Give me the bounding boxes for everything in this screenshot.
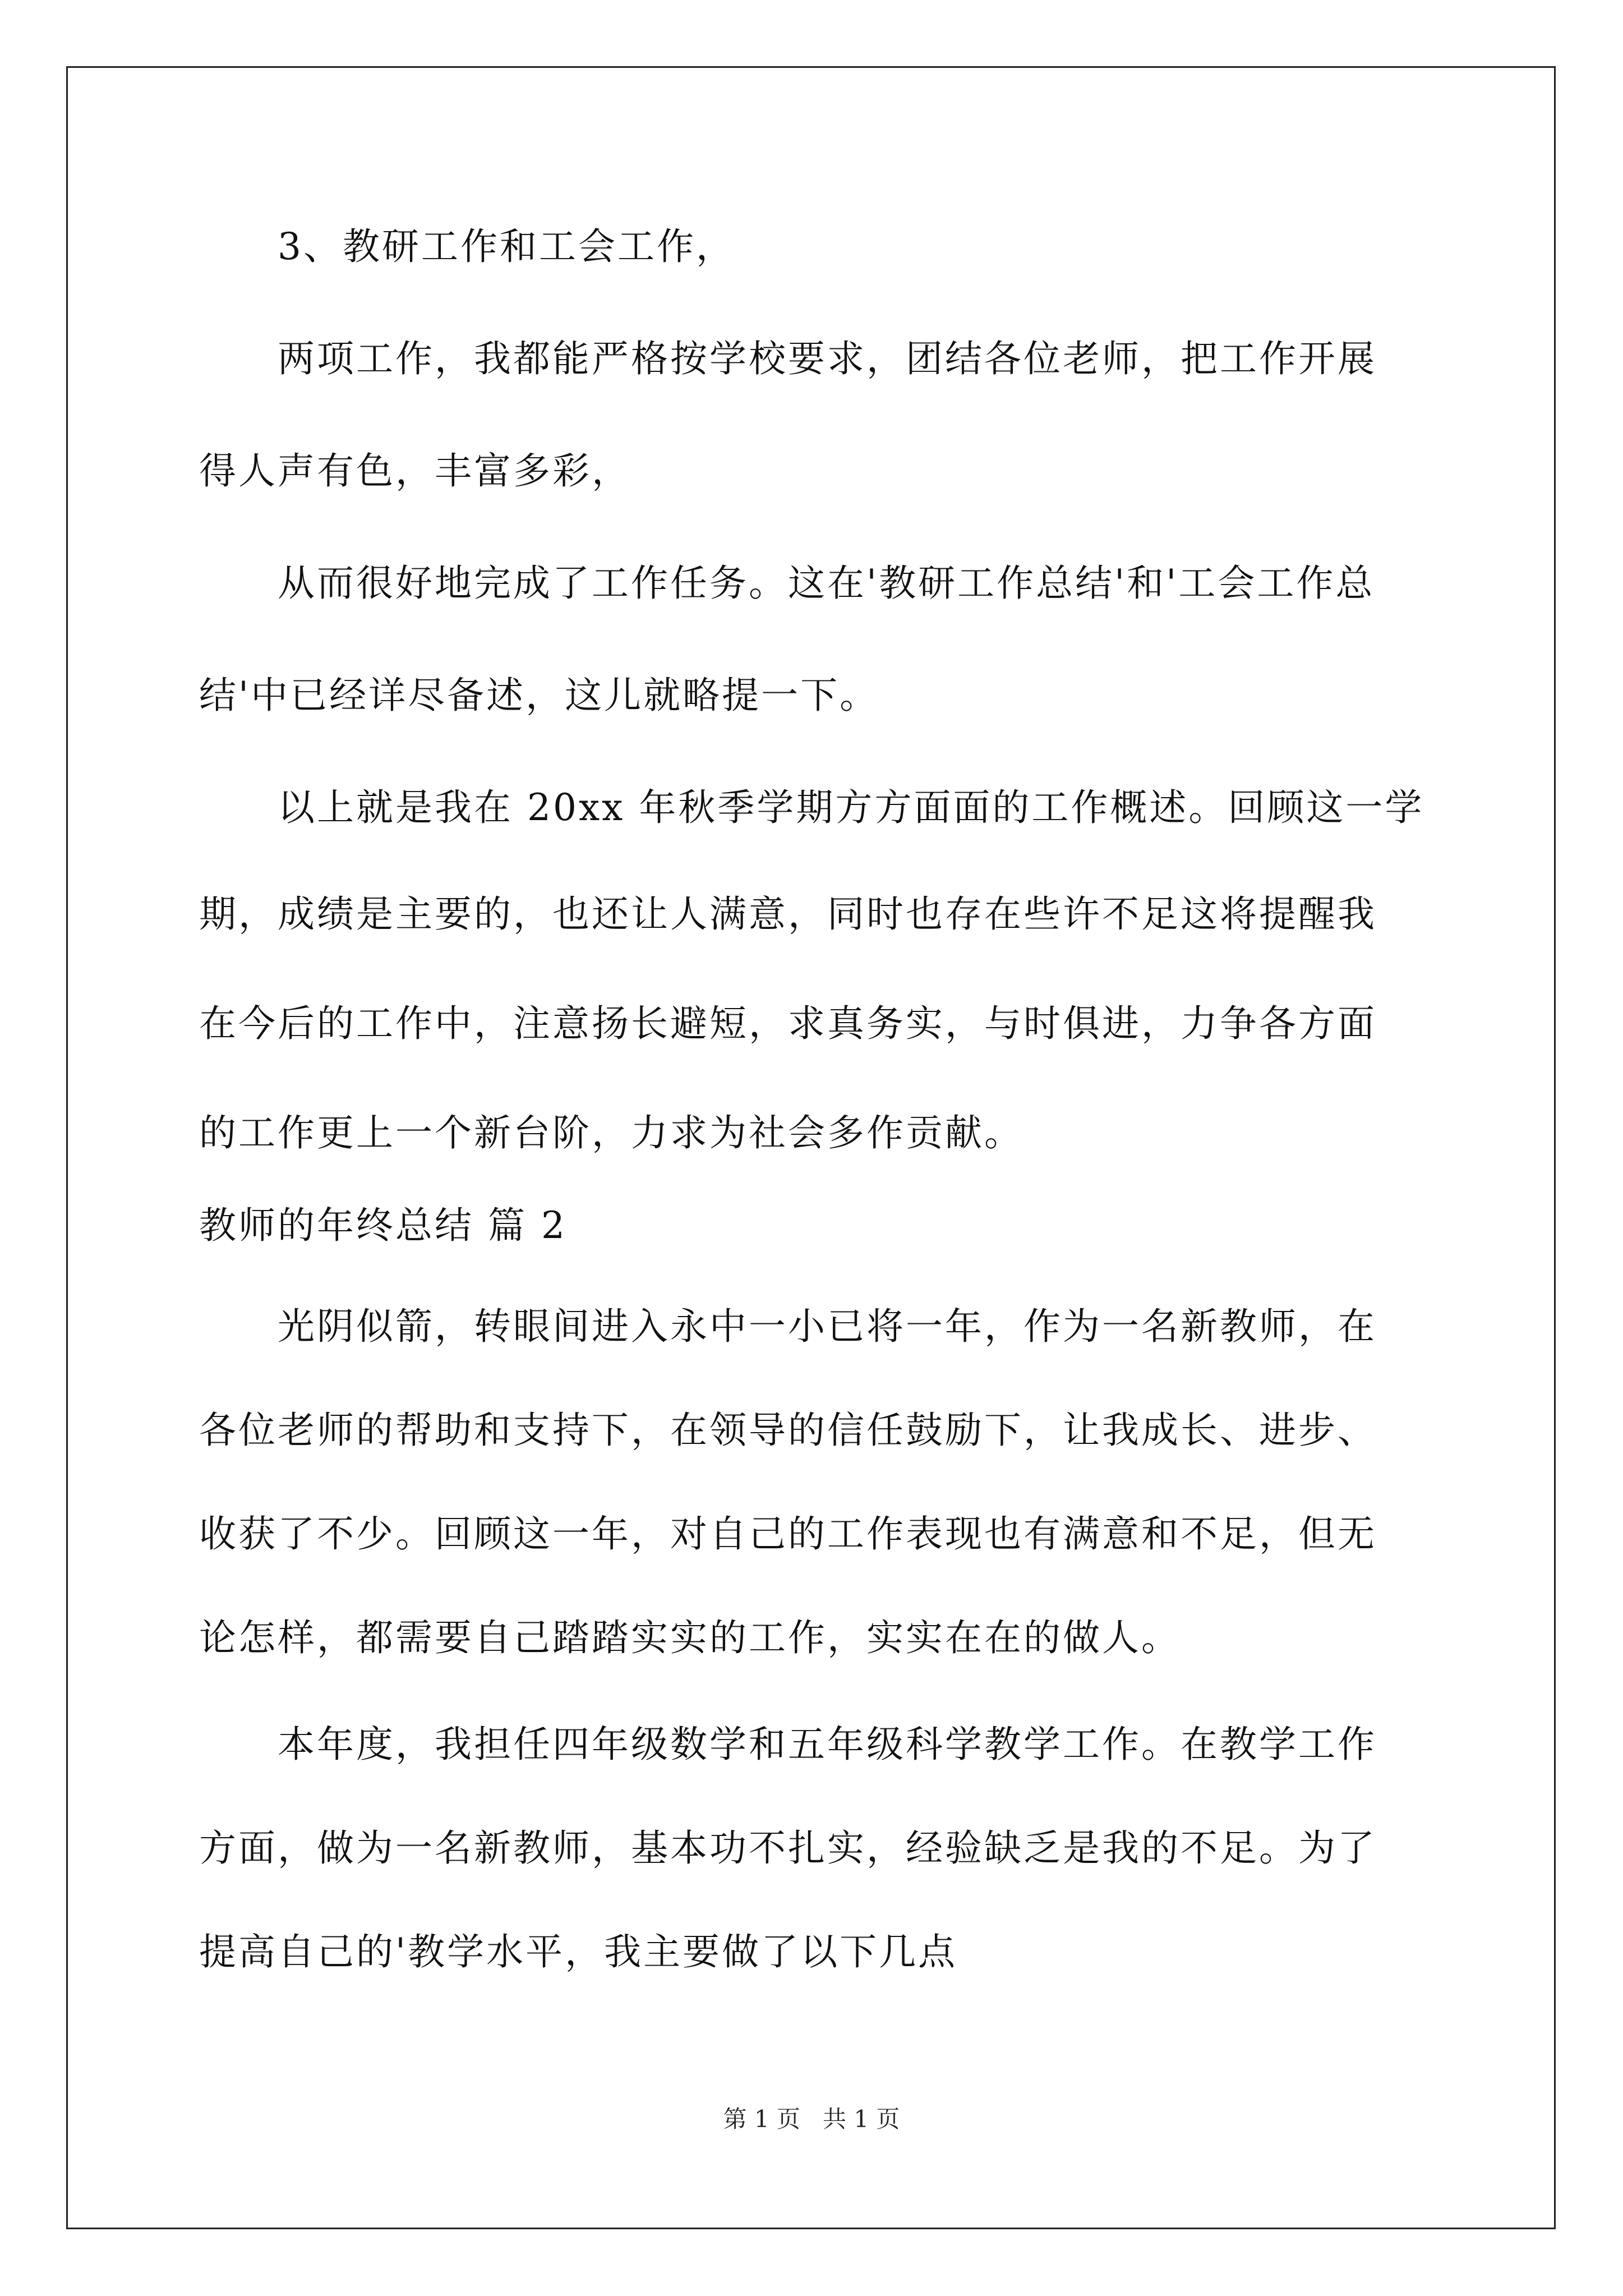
paragraph-line: 各位老师的帮助和支持下，在领导的信任鼓励下，让我成长、进步、	[199, 1409, 1377, 1452]
page-number: 第 1 页	[723, 2105, 800, 2133]
paragraph-line: 以上就是我在 20xx 年秋季学期方方面面的工作概述。回顾这一学	[278, 786, 1424, 829]
page-footer	[0, 2102, 1623, 2136]
paragraph-line: 本年度，我担任四年级数学和五年级科学教学工作。在教学工作	[278, 1723, 1377, 1766]
paragraph-line: 在今后的工作中，注意扬长避短，求真务实，与时俱进，力争各方面	[199, 1002, 1377, 1045]
paragraph-line: 收获了不少。回顾这一年，对自己的工作表现也有满意和不足，但无	[199, 1512, 1377, 1556]
paragraph-line: 结'中已经详尽备述，这儿就略提一下。	[199, 674, 879, 717]
paragraph-line: 3、教研工作和工会工作，	[278, 225, 735, 268]
paragraph-line: 两项工作，我都能严格按学校要求，团结各位老师，把工作开展	[278, 337, 1377, 380]
paragraph-line: 期，成绩是主要的，也还让人满意，同时也存在些许不足这将提醒我	[199, 892, 1377, 936]
paragraph-line: 论怎样，都需要自己踏踏实实的工作，实实在在的做人。	[199, 1616, 1181, 1659]
section-heading: 教师的年终总结 篇 2	[199, 1204, 567, 1247]
paragraph-line: 方面，做为一名新教师，基本功不扎实，经验缺乏是我的不足。为了	[199, 1826, 1377, 1870]
paragraph-line: 提高自己的'教学水平，我主要做了以下几点	[199, 1930, 958, 1973]
paragraph-line: 从而很好地完成了工作任务。这在'教研工作总结'和'工会工作总	[278, 562, 1375, 605]
page-total: 共 1 页	[823, 2105, 900, 2133]
paragraph-line: 光阴似箭，转眼间进入永中一小已将一年，作为一名新教师，在	[278, 1305, 1377, 1348]
paragraph-line: 的工作更上一个新台阶，力求为社会多作贡献。	[199, 1111, 1023, 1154]
paragraph-line: 得人声有色，丰富多彩，	[199, 449, 631, 493]
